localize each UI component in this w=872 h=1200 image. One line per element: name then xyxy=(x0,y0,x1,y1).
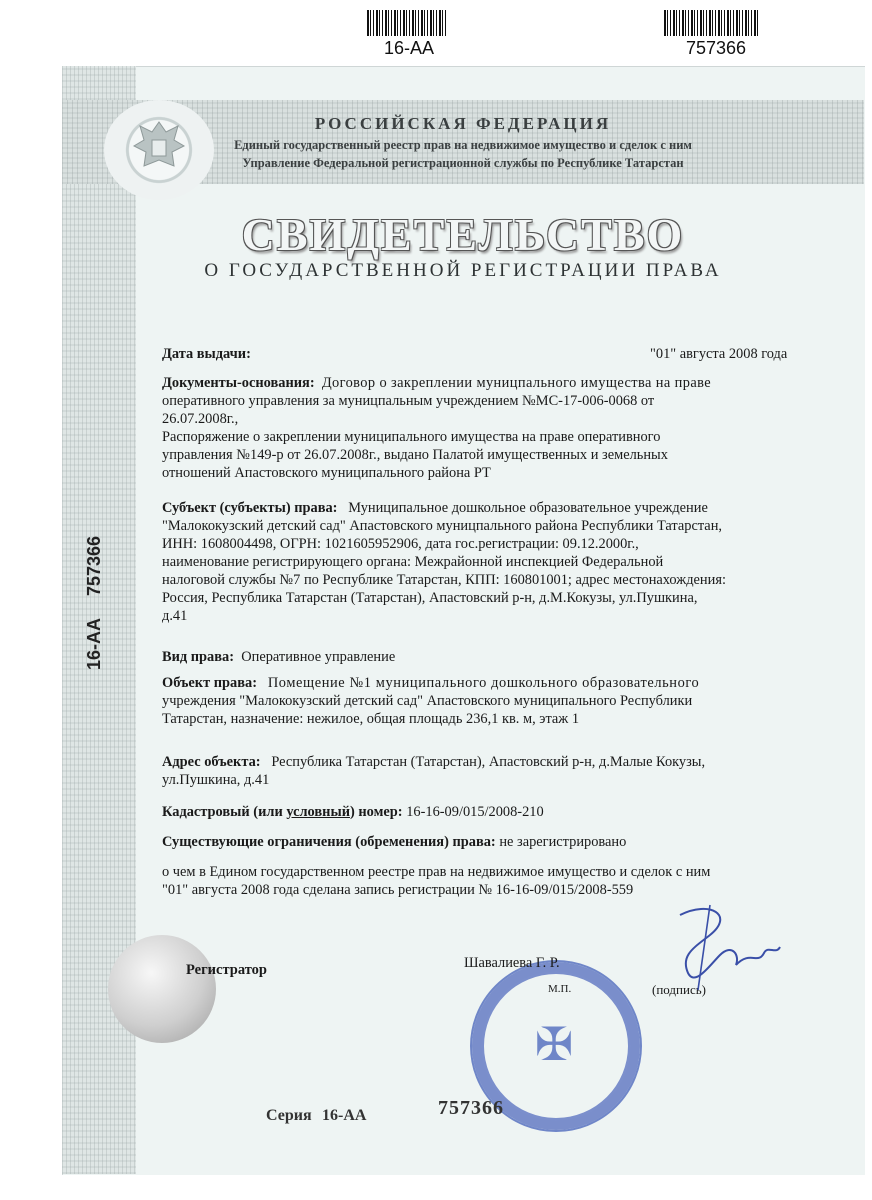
object-line: Татарстан, назначение: нежилое, общая площадь 236,1 кв. м, этаж 1 xyxy=(162,711,580,727)
issue-date-value: "01" августа 2008 года xyxy=(650,346,788,362)
registrar-label: Регистратор xyxy=(186,962,267,978)
cadastral-label-prefix: Кадастровый (или xyxy=(162,804,283,820)
right-type-row xyxy=(162,648,395,666)
record-line: о чем в Едином государственном реестре прав на недвижимое имущество и сделок с ним xyxy=(162,864,711,880)
address-line: Республика Татарстан (Татарстан), Апастовский р-н, д.Малые Кокузы, xyxy=(271,754,706,770)
signature-caption: (подпись) xyxy=(652,982,706,997)
object-line: Помещение №1 муниципального дошкольного образовательного xyxy=(267,675,700,691)
documents-section xyxy=(162,374,802,482)
subject-line: налоговой службы №7 по Республике Татарстан, КПП: 160801001; адрес местонахождения: xyxy=(162,572,726,588)
subject-label: Субъект (субъекты) права: xyxy=(162,500,338,516)
mp-label: М.П. xyxy=(548,983,572,995)
subject-section xyxy=(162,499,802,625)
documents-line: Распоряжение о закреплении муниципального имущества на праве оперативного xyxy=(162,429,661,445)
header-registry: Единый государственный реестр прав на недвижимое имущество и сделок с ним xyxy=(234,138,692,152)
header-office: Управление Федеральной регистрационной службы по Республике Татарстан xyxy=(242,156,684,170)
object-section xyxy=(162,674,802,728)
barcode-number-label: 757366 xyxy=(686,38,747,58)
hologram-sticker xyxy=(108,935,216,1043)
documents-line: оперативного управления за муницпальным учреждением №МС-17-006-0068 от xyxy=(162,393,655,409)
documents-line: 26.07.2008г., xyxy=(162,411,239,427)
documents-line: отношений Апастовского муниципального района РТ xyxy=(162,465,491,481)
issue-date-label: Дата выдачи: xyxy=(162,346,251,362)
address-section xyxy=(162,753,802,789)
record-line: "01" августа 2008 года сделана запись регистрации № 16-16-09/015/2008-559 xyxy=(162,882,634,898)
subject-line: д.41 xyxy=(162,608,188,624)
side-number: 757366 xyxy=(84,535,104,596)
seal-eagle-icon: ✠ xyxy=(534,1019,574,1070)
subject-line: ИНН: 1608004498, ОГРН: 1021605952906, дата гос.регистрации: 09.12.2000г., xyxy=(162,536,639,552)
barcode-series-label: 16-AA xyxy=(384,38,435,58)
footer-series-label: Серия xyxy=(266,1107,312,1124)
footer-series: 16-АА xyxy=(322,1107,367,1124)
restrictions-row xyxy=(162,833,626,851)
barcode-left xyxy=(367,10,447,36)
documents-line: Договор о закреплении муницпального имущества на праве xyxy=(321,375,712,391)
side-series: 16-AA xyxy=(84,617,104,670)
subject-line: Россия, Республика Татарстан (Татарстан), Апастовский р-н, д.М.Кокузы, ул.Пушкина, xyxy=(162,590,698,606)
cadastral-row xyxy=(162,803,544,821)
header-country: РОССИЙСКАЯ ФЕДЕРАЦИЯ xyxy=(314,114,612,133)
registrar-name: Шавалиева Г. Р. xyxy=(464,955,560,971)
documents-label: Документы-основания: xyxy=(162,375,315,391)
documents-line: управления №149-р от 26.07.2008г., выдано Палатой имущественных и земельных xyxy=(162,447,668,463)
address-label: Адрес объекта: xyxy=(162,754,261,770)
subject-line: "Малококузский детский сад" Апастовского муницпального района Республики Татарстан, xyxy=(162,518,722,534)
object-line: учреждения "Малококузский детский сад" Апастовского муниципального Республики xyxy=(162,693,693,709)
subject-line: Муниципальное дошкольное образовательное учреждение xyxy=(348,500,708,516)
right-type-value: Оперативное управление xyxy=(241,649,396,665)
cadastral-number: 16-16-09/015/2008-210 xyxy=(406,804,544,820)
certificate-subtitle: О ГОСУДАРСТВЕННОЙ РЕГИСТРАЦИИ ПРАВА xyxy=(204,260,722,281)
certificate-title: СВИДЕТЕЛЬСТВО xyxy=(241,209,685,260)
restrictions-value: не зарегистрировано xyxy=(499,834,627,850)
subject-line: наименование регистрирующего органа: Межрайонной инспекцией Федеральной xyxy=(162,554,664,570)
registrar-signature xyxy=(640,895,800,995)
cadastral-label-underlined: условный xyxy=(286,804,350,820)
footer-number: 757366 xyxy=(438,1097,504,1119)
barcode-right xyxy=(664,10,760,36)
object-label: Объект права: xyxy=(162,675,258,691)
address-line: ул.Пушкина, д.41 xyxy=(162,772,270,788)
cadastral-label-suffix: ) номер: xyxy=(349,804,403,820)
right-type-label: Вид права: xyxy=(162,649,235,665)
record-section xyxy=(162,863,802,899)
restrictions-label: Существующие ограничения (обременения) права: xyxy=(162,834,496,850)
